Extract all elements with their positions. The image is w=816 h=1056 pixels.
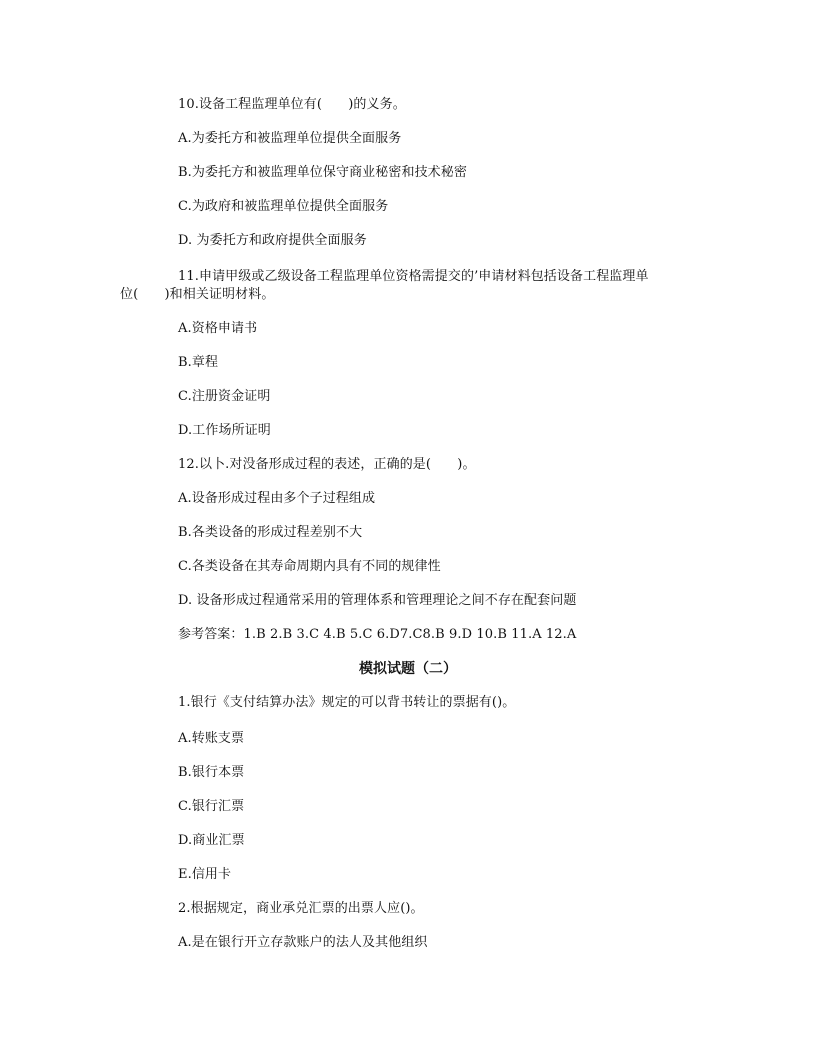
question-12-option-a: A.设备形成过程由多个子过程组成 bbox=[178, 491, 376, 506]
question-11-stem-line1: 11.申请甲级或乙级设备工程监理单位资格需提交的’申请材料包括设备工程监理单 bbox=[178, 269, 649, 284]
question-11-option-a: A.资格申请书 bbox=[178, 321, 258, 336]
question-11-option-d: D.工作场所证明 bbox=[178, 423, 271, 438]
question-11-option-c: C.注册资金证明 bbox=[178, 389, 271, 404]
s2-question-2-stem: 2.根据规定，商业承兑汇票的出票人应()。 bbox=[178, 901, 424, 916]
s2-question-1-option-c: C.银行汇票 bbox=[178, 799, 245, 814]
s2-question-2-option-a: A.是在银行开立存款账户的法人及其他组织 bbox=[178, 935, 428, 950]
question-10-option-a: A.为委托方和被监理单位提供全面服务 bbox=[178, 131, 402, 146]
question-10-stem: 10.设备工程监理单位有( )的义务。 bbox=[178, 97, 406, 112]
question-12-option-c: C.各类设备在其寿命周期内具有不同的规律性 bbox=[178, 559, 441, 574]
section-title: 模拟试题（二） bbox=[359, 661, 457, 677]
s2-question-1-option-a: A.转账支票 bbox=[178, 731, 245, 746]
s2-question-1-stem: 1.银行《支付结算办法》规定的可以背书转让的票据有()。 bbox=[178, 695, 516, 710]
question-12-stem: 12.以卜.对没备形成过程的表述，正确的是( )。 bbox=[178, 457, 476, 472]
question-11-stem-line2: 位( )和相关证明材料。 bbox=[120, 287, 275, 302]
s2-question-1-option-e: E.信用卡 bbox=[178, 867, 232, 882]
question-12-option-d: D. 设备形成过程通常采用的管理体系和管理理论之间不存在配套问题 bbox=[178, 593, 577, 608]
question-12-option-b: B.各类设备的形成过程差别不大 bbox=[178, 525, 363, 540]
question-10-option-b: B.为委托方和被监理单位保守商业秘密和技术秘密 bbox=[178, 165, 467, 180]
question-10-option-d: D. 为委托方和政府提供全面服务 bbox=[178, 233, 367, 248]
question-10-option-c: C.为政府和被监理单位提供全面服务 bbox=[178, 199, 389, 214]
s2-question-1-option-d: D.商业汇票 bbox=[178, 833, 245, 848]
s2-question-1-option-b: B.银行本票 bbox=[178, 765, 245, 780]
answer-key: 参考答案：1.B 2.B 3.C 4.B 5.C 6.D7.C8.B 9.D 10.B 11.A 12.A bbox=[178, 627, 577, 642]
question-11-option-b: B.章程 bbox=[178, 355, 219, 370]
